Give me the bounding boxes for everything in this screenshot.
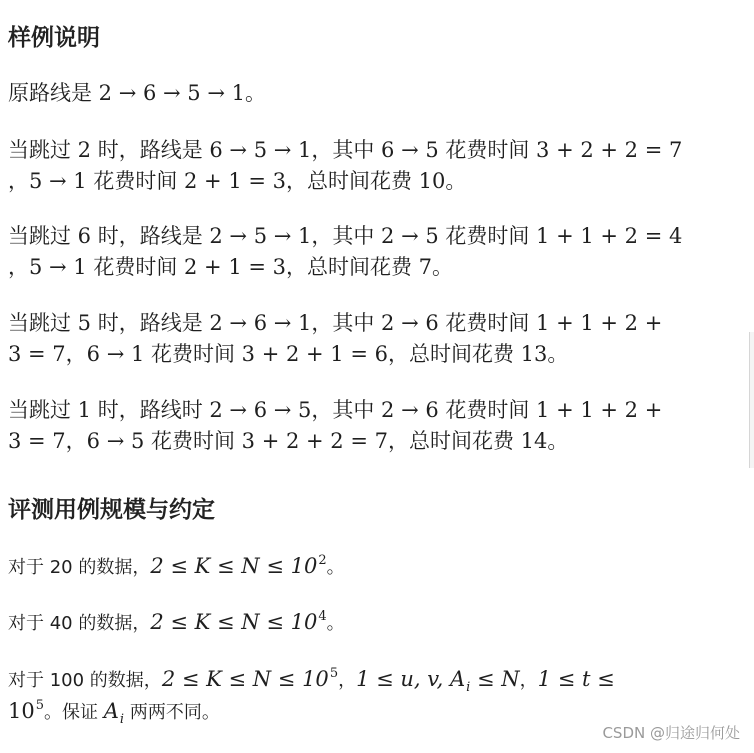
skip-1-line-1: 当跳过 1 时，路线时 2 → 6 → 5，其中 2 → 6 花费时间 1 + 1 + 2 +	[8, 398, 663, 422]
skip-6-line-2: ，5 → 1 花费时间 2 + 1 = 3，总时间花费 7。	[8, 255, 454, 279]
constraint-40-percent: 对于 40 的数据，$2 \le K \le N \le 10^4$。	[8, 609, 345, 634]
constraint-100-percent-line-2: $10^5$。保证 $A_i$ 两两不同。	[8, 698, 220, 727]
constraint-20-percent: 对于 20 的数据，$2 \le K \le N \le 10^2$。	[8, 553, 345, 578]
skip-1-line-2: 3 = 7，6 → 5 花费时间 3 + 2 + 2 = 7，总时间花费 14。	[8, 429, 569, 453]
skip-2-line-2: ，5 → 1 花费时间 2 + 1 = 3，总时间花费 10。	[8, 169, 467, 193]
skip-6-line-1: 当跳过 6 时，路线是 2 → 5 → 1，其中 2 → 5 花费时间 1 + 1 + 2 = 4	[8, 224, 683, 248]
skip-5-line-1: 当跳过 5 时，路线是 2 → 6 → 1，其中 2 → 6 花费时间 1 + 1 + 2 +	[8, 311, 663, 335]
skip-5-line-2: 3 = 7，6 → 1 花费时间 3 + 2 + 1 = 6，总时间花费 13。	[8, 342, 569, 366]
original-route-line: 原路线是 2 → 6 → 5 → 1。	[8, 81, 266, 105]
constraints-heading: 评测用例规模与约定	[8, 497, 215, 523]
scrollbar-edge[interactable]	[749, 332, 754, 468]
csdn-watermark: CSDN @归途归何处	[602, 724, 740, 742]
example-explanation-heading: 样例说明	[8, 25, 100, 51]
constraint-100-percent-line-1: 对于 100 的数据，$2 \le K \le N \le 10^5$，1 ≤ u, v, $A_i \le N$，1 ≤ t ≤	[8, 666, 615, 695]
skip-2-line-1: 当跳过 2 时，路线是 6 → 5 → 1，其中 6 → 5 花费时间 3 + 2 + 2 = 7	[8, 138, 683, 162]
